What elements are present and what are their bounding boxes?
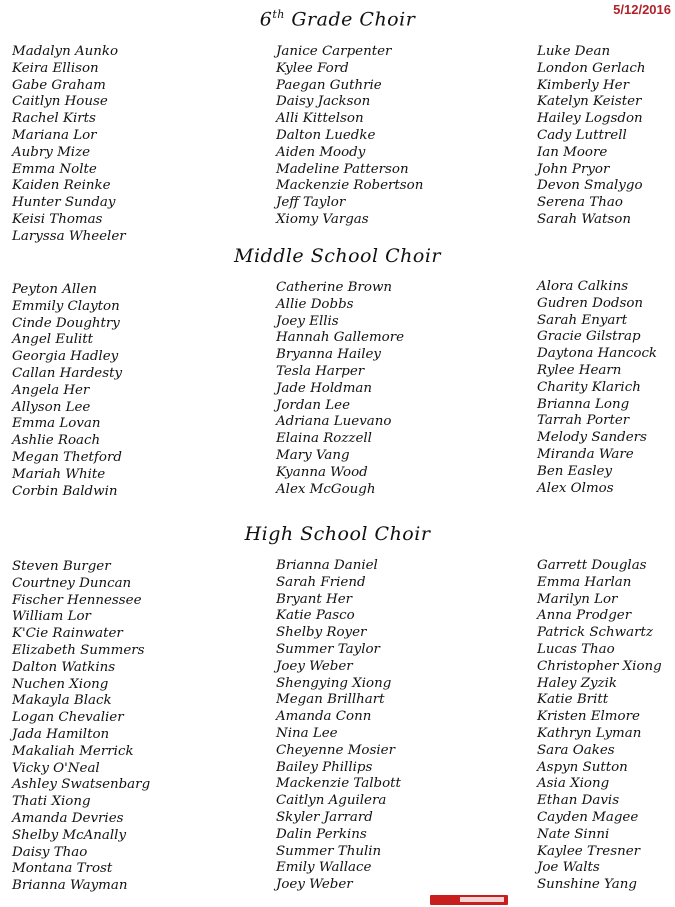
member-name: Emma Nolte xyxy=(12,161,97,177)
high-school-column-3 xyxy=(537,558,662,894)
member-name: Emily Wallace xyxy=(276,860,372,876)
member-name: Marilyn Lor xyxy=(537,591,618,607)
member-name: Aspyn Sutton xyxy=(537,759,628,775)
member-name: Allyson Lee xyxy=(12,399,91,415)
member-name: London Gerlach xyxy=(537,60,646,76)
member-name: Hailey Logsdon xyxy=(537,111,643,127)
member-name: Summer Thulin xyxy=(276,843,382,859)
member-name: Mariana Lor xyxy=(12,127,97,143)
member-name: Kaiden Reinke xyxy=(12,178,111,194)
member-name: Caitlyn Aguilera xyxy=(276,793,387,809)
member-name: Callan Hardesty xyxy=(12,365,123,381)
member-name: Hannah Gallemore xyxy=(276,330,405,346)
member-name: Skyler Jarrard xyxy=(276,809,373,825)
member-name: Hunter Sunday xyxy=(12,195,116,211)
member-name: Keisi Thomas xyxy=(12,211,103,227)
member-name: Mackenzie Robertson xyxy=(276,178,424,194)
member-name: Daisy Thao xyxy=(12,844,88,860)
sixth-grade-column-1 xyxy=(12,44,126,246)
member-name: Georgia Hadley xyxy=(12,349,119,365)
print-date: 5/12/2016 xyxy=(613,2,671,17)
member-name: Fischer Hennessee xyxy=(12,592,142,608)
member-name: Makaliah Merrick xyxy=(12,743,134,759)
member-name: Devon Smalygo xyxy=(537,178,643,194)
member-name: Kylee Ford xyxy=(276,60,349,76)
member-name: Mariah White xyxy=(12,466,106,482)
member-name: Emmily Clayton xyxy=(12,298,120,314)
member-name: Kyanna Wood xyxy=(276,464,368,480)
member-name: Alora Calkins xyxy=(537,279,629,294)
member-name: Ian Moore xyxy=(537,144,608,160)
member-name: Nate Sinni xyxy=(537,826,610,842)
member-name: Ethan Davis xyxy=(537,793,620,809)
member-name: Steven Burger xyxy=(12,559,111,574)
member-name: Shengying Xiong xyxy=(276,675,392,691)
member-name: Angel Eulitt xyxy=(12,332,94,348)
member-name: Tarrah Porter xyxy=(537,413,630,429)
member-name: Summer Taylor xyxy=(276,641,380,657)
member-name: Charity Klarich xyxy=(537,379,641,395)
member-name: Xiomy Vargas xyxy=(276,211,369,227)
member-name: Mackenzie Talbott xyxy=(276,776,401,792)
member-name: K'Cie Rainwater xyxy=(12,626,123,642)
section-title-high-school: High School Choir xyxy=(244,523,431,545)
member-name: Megan Thetford xyxy=(12,449,122,465)
member-name: William Lor xyxy=(12,609,91,625)
high-school-column-2 xyxy=(276,558,401,894)
member-name: Tesla Harper xyxy=(276,363,365,379)
member-name: Emma Lovan xyxy=(12,416,101,432)
member-name: Christopher Xiong xyxy=(537,658,662,674)
member-name: Cayden Magee xyxy=(537,809,639,825)
member-name: Alex McGough xyxy=(276,481,376,497)
member-name: Sarah Enyart xyxy=(537,312,628,328)
member-name: Sara Oakes xyxy=(537,742,615,758)
member-name: Madeline Patterson xyxy=(276,161,409,177)
member-name: Janice Carpenter xyxy=(276,44,392,59)
member-name: Caitlyn House xyxy=(12,94,108,110)
member-name: Brianna Long xyxy=(537,396,630,412)
member-name: Corbin Baldwin xyxy=(12,483,118,499)
member-name: Serena Thao xyxy=(537,195,623,211)
member-name: Melody Sanders xyxy=(537,430,647,446)
member-name: Peyton Allen xyxy=(12,282,98,297)
member-name: Lucas Thao xyxy=(537,641,615,657)
member-name: Cheyenne Mosier xyxy=(276,742,395,758)
middle-school-column-3 xyxy=(537,279,657,497)
member-name: Angela Her xyxy=(12,382,90,398)
member-name: Aiden Moody xyxy=(276,144,366,160)
member-name: Haley Zyzik xyxy=(537,675,618,691)
sixth-grade-column-2 xyxy=(276,44,423,229)
member-name: John Pryor xyxy=(537,161,610,177)
website-logo xyxy=(430,895,508,905)
title-ordinal-suffix: th xyxy=(272,8,285,21)
member-name: Gabe Graham xyxy=(12,77,106,93)
member-name: Daytona Hancock xyxy=(537,346,658,362)
member-name: Jade Holdman xyxy=(276,380,373,396)
member-name: Luke Dean xyxy=(537,44,611,59)
member-name: Montana Trost xyxy=(12,861,113,877)
member-name: Gudren Dodson xyxy=(537,295,644,311)
middle-school-column-2 xyxy=(276,280,404,498)
member-name: Sarah Watson xyxy=(537,211,631,227)
member-name: Sarah Friend xyxy=(276,574,366,590)
member-name: Brianna Daniel xyxy=(276,558,378,573)
member-name: Jordan Lee xyxy=(276,397,351,413)
member-name: Amanda Conn xyxy=(276,709,372,725)
member-name: Makayla Black xyxy=(12,693,112,709)
member-name: Ashley Swatsenbarg xyxy=(12,777,151,793)
member-name: Nuchen Xiong xyxy=(12,676,109,692)
member-name: Allie Dobbs xyxy=(276,296,354,312)
member-name: Nina Lee xyxy=(276,725,338,741)
member-name: Jeff Taylor xyxy=(276,195,346,211)
member-name: Asia Xiong xyxy=(537,776,610,792)
member-name: Dalton Watkins xyxy=(12,659,116,675)
member-name: Shelby Royer xyxy=(276,625,367,641)
member-name: Patrick Schwartz xyxy=(537,625,653,641)
member-name: Alex Olmos xyxy=(537,480,614,496)
member-name: Rylee Hearn xyxy=(537,362,622,378)
member-name: Joey Weber xyxy=(276,877,353,893)
member-name: Megan Brillhart xyxy=(276,692,385,708)
member-name: Joe Walts xyxy=(537,860,600,876)
member-name: Daisy Jackson xyxy=(276,94,371,110)
member-name: Garrett Douglas xyxy=(537,558,647,573)
member-name: Elizabeth Summers xyxy=(12,642,145,658)
member-name: Joey Ellis xyxy=(276,313,339,329)
member-name: Thati Xiong xyxy=(12,794,91,810)
member-name: Kaylee Tresner xyxy=(537,843,641,859)
member-name: Madalyn Aunko xyxy=(12,44,119,59)
member-name: Miranda Ware xyxy=(537,446,634,462)
member-name: Logan Chevalier xyxy=(12,710,124,726)
member-name: Ashlie Roach xyxy=(12,433,101,449)
section-title-middle-school: Middle School Choir xyxy=(234,245,441,267)
member-name: Dalton Luedke xyxy=(276,127,376,143)
member-name: Keira Ellison xyxy=(12,60,99,76)
member-name: Ben Easley xyxy=(537,463,613,479)
member-name: Alli Kittelson xyxy=(276,111,364,127)
member-name: Shelby McAnally xyxy=(12,827,127,843)
member-name: Kristen Elmore xyxy=(537,709,640,725)
member-name: Paegan Guthrie xyxy=(276,77,382,93)
title-ordinal: 6 xyxy=(259,8,273,31)
member-name: Gracie Gilstrap xyxy=(537,329,641,345)
member-name: Laryssa Wheeler xyxy=(12,228,126,244)
member-name: Aubry Mize xyxy=(12,144,91,160)
member-name: Bailey Phillips xyxy=(276,759,373,775)
high-school-column-1 xyxy=(12,559,150,895)
member-name: Bryanna Hailey xyxy=(276,347,381,363)
member-name: Adriana Luevano xyxy=(276,414,392,430)
member-name: Bryant Her xyxy=(276,591,353,607)
member-name: Katie Pasco xyxy=(276,608,355,624)
title-rest: Grade Choir xyxy=(284,8,416,31)
member-name: Kimberly Her xyxy=(537,77,629,93)
member-name: Anna Prodger xyxy=(537,608,632,624)
member-name: Katie Britt xyxy=(537,692,609,708)
member-name: Emma Harlan xyxy=(537,574,632,590)
sixth-grade-column-3 xyxy=(537,44,646,229)
member-name: Catherine Brown xyxy=(276,280,393,295)
section-title-6th-grade xyxy=(0,8,675,30)
member-name: Mary Vang xyxy=(276,447,350,463)
member-name: Joey Weber xyxy=(276,658,353,674)
member-name: Dalin Perkins xyxy=(276,826,367,842)
member-name: Courtney Duncan xyxy=(12,575,132,591)
member-name: Cady Luttrell xyxy=(537,127,627,143)
member-name: Brianna Wayman xyxy=(12,878,128,894)
member-name: Sunshine Yang xyxy=(537,877,637,893)
middle-school-column-1 xyxy=(12,282,122,500)
member-name: Amanda Devries xyxy=(12,810,124,826)
member-name: Elaina Rozzell xyxy=(276,431,372,447)
member-name: Kathryn Lyman xyxy=(537,725,642,741)
member-name: Katelyn Keister xyxy=(537,94,642,110)
member-name: Rachel Kirts xyxy=(12,111,96,127)
member-name: Jada Hamilton xyxy=(12,726,110,742)
member-name: Cinde Doughtry xyxy=(12,315,120,331)
member-name: Vicky O'Neal xyxy=(12,760,100,776)
